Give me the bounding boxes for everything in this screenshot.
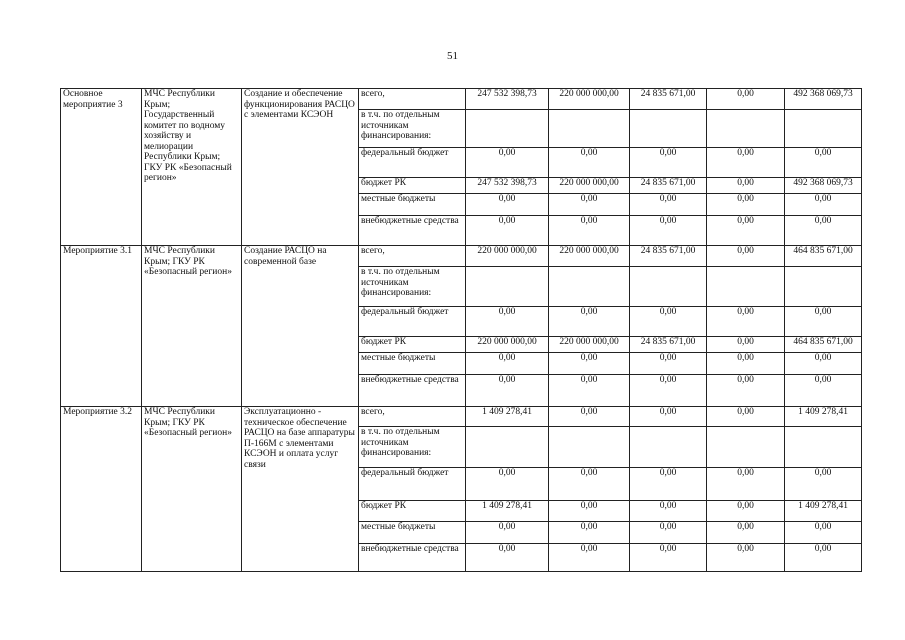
- amount-cell: 0,00: [549, 501, 630, 522]
- funding-source-cell: внебюджетные средства: [359, 544, 466, 572]
- funding-source-cell: бюджет РК: [359, 501, 466, 522]
- activity-code-cell: Мероприятие 3.2: [61, 407, 142, 572]
- executor-cell: МЧС Республики Крым; ГКУ РК «Безопасный регион»: [142, 246, 242, 407]
- funding-source-cell: бюджет РК: [359, 337, 466, 353]
- amount-cell: [466, 267, 549, 307]
- amount-cell: 0,00: [785, 353, 862, 375]
- amount-cell: [549, 110, 630, 148]
- amount-cell: [707, 110, 785, 148]
- activity-name-cell: Создание РАСЦО на современной базе: [242, 246, 359, 407]
- amount-cell: 0,00: [630, 375, 707, 407]
- funding-source-cell: в т.ч. по отдельным источникам финансирования:: [359, 427, 466, 468]
- amount-cell: 0,00: [466, 375, 549, 407]
- amount-cell: 0,00: [785, 375, 862, 407]
- table-row: [61, 246, 862, 267]
- amount-cell: [549, 267, 630, 307]
- amount-cell: 220 000 000,00: [466, 246, 549, 267]
- amount-cell: 0,00: [707, 522, 785, 544]
- funding-source-cell: всего,: [359, 407, 466, 427]
- amount-cell: 0,00: [785, 307, 862, 337]
- amount-cell: 0,00: [630, 353, 707, 375]
- funding-source-cell: местные бюджеты: [359, 353, 466, 375]
- funding-source-cell: всего,: [359, 89, 466, 110]
- amount-cell: 0,00: [549, 194, 630, 216]
- amount-cell: 492 368 069,73: [785, 89, 862, 110]
- amount-cell: 24 835 671,00: [630, 246, 707, 267]
- amount-cell: 0,00: [630, 216, 707, 246]
- amount-cell: [630, 110, 707, 148]
- amount-cell: [630, 267, 707, 307]
- funding-source-cell: федеральный бюджет: [359, 307, 466, 337]
- amount-cell: 0,00: [707, 468, 785, 501]
- amount-cell: 1 409 278,41: [785, 407, 862, 427]
- amount-cell: 220 000 000,00: [549, 337, 630, 353]
- amount-cell: 0,00: [549, 522, 630, 544]
- amount-cell: 0,00: [785, 194, 862, 216]
- amount-cell: [466, 427, 549, 468]
- activity-name-cell: Эксплуатационно - техническое обеспечение РАСЦО на базе аппаратуры П-166М с элементами КСЭОН и оплата услуг связи: [242, 407, 359, 572]
- amount-cell: 0,00: [549, 375, 630, 407]
- amount-cell: 0,00: [549, 307, 630, 337]
- amount-cell: 0,00: [466, 522, 549, 544]
- amount-cell: 0,00: [549, 353, 630, 375]
- funding-source-cell: местные бюджеты: [359, 522, 466, 544]
- amount-cell: 0,00: [549, 407, 630, 427]
- funding-source-cell: в т.ч. по отдельным источникам финансирования:: [359, 110, 466, 148]
- amount-cell: 0,00: [466, 544, 549, 572]
- amount-cell: 0,00: [630, 501, 707, 522]
- amount-cell: 0,00: [466, 194, 549, 216]
- amount-cell: 220 000 000,00: [466, 337, 549, 353]
- amount-cell: 0,00: [549, 544, 630, 572]
- amount-cell: 0,00: [549, 216, 630, 246]
- funding-source-cell: федеральный бюджет: [359, 148, 466, 178]
- amount-cell: 24 835 671,00: [630, 337, 707, 353]
- funding-source-cell: местные бюджеты: [359, 194, 466, 216]
- amount-cell: 0,00: [630, 407, 707, 427]
- amount-cell: 0,00: [707, 353, 785, 375]
- amount-cell: 0,00: [707, 544, 785, 572]
- amount-cell: [707, 427, 785, 468]
- amount-cell: 464 835 671,00: [785, 246, 862, 267]
- amount-cell: 0,00: [785, 216, 862, 246]
- amount-cell: 0,00: [707, 178, 785, 194]
- amount-cell: [785, 110, 862, 148]
- amount-cell: 220 000 000,00: [549, 89, 630, 110]
- amount-cell: 1 409 278,41: [466, 501, 549, 522]
- executor-cell: МЧС Республики Крым; Государственный комитет по водному хозяйству и мелиорации Республики Крым; ГКУ РК «Безопасный регион»: [142, 89, 242, 246]
- funding-source-cell: бюджет РК: [359, 178, 466, 194]
- amount-cell: [707, 267, 785, 307]
- amount-cell: 0,00: [630, 194, 707, 216]
- activity-code-cell: Мероприятие 3.1: [61, 246, 142, 407]
- amount-cell: 0,00: [707, 89, 785, 110]
- amount-cell: 0,00: [785, 544, 862, 572]
- amount-cell: 0,00: [466, 353, 549, 375]
- amount-cell: 0,00: [549, 468, 630, 501]
- amount-cell: 464 835 671,00: [785, 337, 862, 353]
- amount-cell: 247 532 398,73: [466, 89, 549, 110]
- page-number: 51: [447, 50, 458, 62]
- amount-cell: 0,00: [707, 407, 785, 427]
- amount-cell: 247 532 398,73: [466, 178, 549, 194]
- amount-cell: 1 409 278,41: [466, 407, 549, 427]
- amount-cell: [549, 427, 630, 468]
- amount-cell: 0,00: [630, 522, 707, 544]
- amount-cell: 0,00: [707, 216, 785, 246]
- amount-cell: 492 368 069,73: [785, 178, 862, 194]
- amount-cell: 0,00: [630, 307, 707, 337]
- funding-source-cell: внебюджетные средства: [359, 375, 466, 407]
- funding-source-cell: всего,: [359, 246, 466, 267]
- amount-cell: 0,00: [630, 468, 707, 501]
- activity-name-cell: Создание и обеспечение функционирования РАСЦО с элементами КСЭОН: [242, 89, 359, 246]
- amount-cell: 0,00: [707, 194, 785, 216]
- amount-cell: [785, 267, 862, 307]
- amount-cell: 0,00: [466, 216, 549, 246]
- amount-cell: 0,00: [466, 468, 549, 501]
- amount-cell: [630, 427, 707, 468]
- amount-cell: [466, 110, 549, 148]
- amount-cell: 0,00: [707, 246, 785, 267]
- budget-table: [60, 88, 862, 572]
- amount-cell: 0,00: [707, 148, 785, 178]
- executor-cell: МЧС Республики Крым; ГКУ РК «Безопасный регион»: [142, 407, 242, 572]
- amount-cell: 0,00: [707, 501, 785, 522]
- amount-cell: 0,00: [549, 148, 630, 178]
- amount-cell: [785, 427, 862, 468]
- amount-cell: 0,00: [707, 375, 785, 407]
- table-row: [61, 89, 862, 110]
- amount-cell: 0,00: [785, 522, 862, 544]
- amount-cell: 24 835 671,00: [630, 178, 707, 194]
- amount-cell: 0,00: [785, 468, 862, 501]
- amount-cell: 220 000 000,00: [549, 246, 630, 267]
- amount-cell: 24 835 671,00: [630, 89, 707, 110]
- amount-cell: 0,00: [630, 148, 707, 178]
- amount-cell: 0,00: [785, 148, 862, 178]
- amount-cell: 0,00: [707, 307, 785, 337]
- amount-cell: 1 409 278,41: [785, 501, 862, 522]
- table-row: [61, 407, 862, 427]
- amount-cell: 0,00: [630, 544, 707, 572]
- funding-source-cell: в т.ч. по отдельным источникам финансирования:: [359, 267, 466, 307]
- amount-cell: 0,00: [707, 337, 785, 353]
- amount-cell: 0,00: [466, 307, 549, 337]
- amount-cell: 0,00: [466, 148, 549, 178]
- funding-source-cell: федеральный бюджет: [359, 468, 466, 501]
- activity-code-cell: Основное мероприятие 3: [61, 89, 142, 246]
- funding-source-cell: внебюджетные средства: [359, 216, 466, 246]
- amount-cell: 220 000 000,00: [549, 178, 630, 194]
